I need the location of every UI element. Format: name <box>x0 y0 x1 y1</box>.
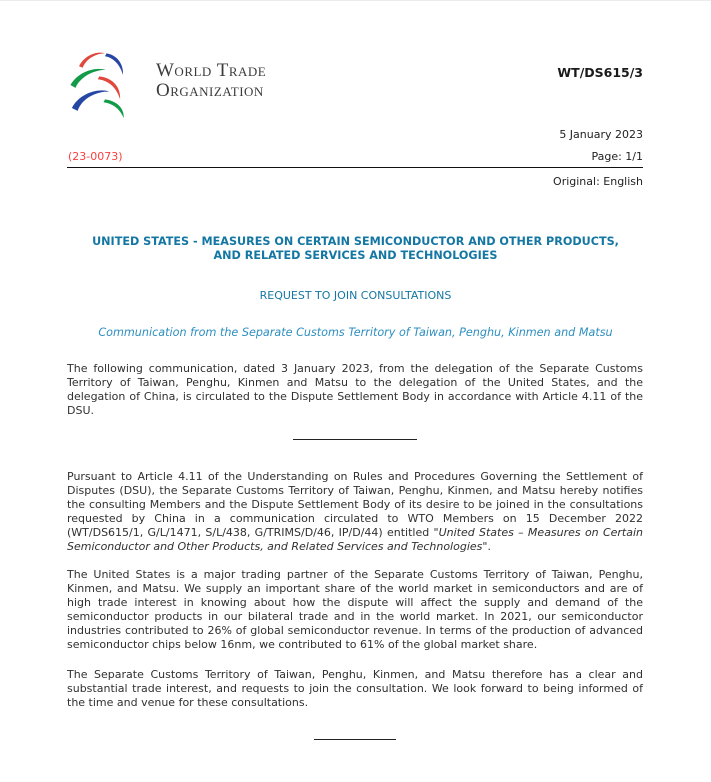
paragraph-1: The following communication, dated 3 January 2023, from the delegation of the Separate Customs Territory of Taiwan, Penghu, Kinmen and Matsu to the delegation of the United States, and the delegation of China, is circulated to the Dispute Settlement Body in accordance with Article 4.11 of the DSU. <box>67 362 643 417</box>
reference-number: (23-0073) <box>68 150 123 163</box>
document-symbol: WT/DS615/3 <box>557 65 643 80</box>
paragraph-3: The United States is a major trading partner of the Separate Customs Territory of Taiwan, Penghu, Kinmen, and Matsu. We supply an important share of the world market in semiconductors and are of high trade interest in knowing about how the dispute will affect the supply and demand of the semiconductor products in our bilateral trade and in the world market. In 2021, our semiconductor industries contributed to 26% of global semiconductor revenue. In terms of the production of advanced semiconductor chips below 16nm, we contributed to 61% of the global market share. <box>67 568 643 651</box>
document-subtitle: REQUEST TO JOIN CONSULTATIONS <box>259 289 452 302</box>
reference-page-row <box>0 150 711 163</box>
wto-logo-block <box>67 49 266 121</box>
wto-logo-wordmark <box>156 61 266 101</box>
document-page <box>0 1 711 782</box>
paragraph-4: The Separate Customs Territory of Taiwan, Penghu, Kinmen, and Matsu therefore has a clear and substantial trade interest, and requests to join the consultation. We look forward to being informed of the time and venue for these consultations. <box>67 668 643 709</box>
wto-wordmark-line1: World Trade <box>156 60 267 81</box>
section-separator <box>293 439 417 440</box>
body-paragraphs <box>0 362 711 740</box>
paragraph-2-case-title: United States – Measures on Certain Semiconductor and Other Products, and Related Services and Technologies <box>67 526 643 553</box>
paragraph-2-closing: ". <box>482 540 491 553</box>
end-separator <box>314 739 396 740</box>
wto-wordmark-line2: Organization <box>156 80 264 101</box>
document-title-line1: UNITED STATES - MEASURES ON CERTAIN SEMICONDUCTOR AND OTHER PRODUCTS, <box>92 235 619 248</box>
wto-globe-icon <box>67 49 143 121</box>
document-date: 5 January 2023 <box>559 128 643 141</box>
page-number: Page: 1/1 <box>591 150 643 163</box>
header-top-row <box>0 1 711 121</box>
document-title-line2: AND RELATED SERVICES AND TECHNOLOGIES <box>213 248 498 262</box>
communication-heading: Communication from the Separate Customs Territory of Taiwan, Penghu, Kinmen and Matsu <box>98 326 613 339</box>
paragraph-2 <box>67 470 643 554</box>
document-title <box>68 235 643 262</box>
document-header <box>0 1 711 188</box>
paragraph-2-text: Pursuant to Article 4.11 of the Understanding on Rules and Procedures Governing the Settlement of Disputes (DSU), the Separate Customs Territory of Taiwan, Penghu, Kinmen, and Matsu hereby notifies the consulting Members and the Dispute Settlement Body of its desire to be joined in the consultations requested by China in a communication circulated to WTO Members on 15 December 2022 (WT/DS615/1, G/L/1471, S/L/438, G/TRIMS/D/46, IP/D/44) entitled " <box>67 470 643 539</box>
document-body <box>0 235 711 740</box>
original-language: Original: English <box>553 175 643 188</box>
header-divider <box>67 167 643 168</box>
